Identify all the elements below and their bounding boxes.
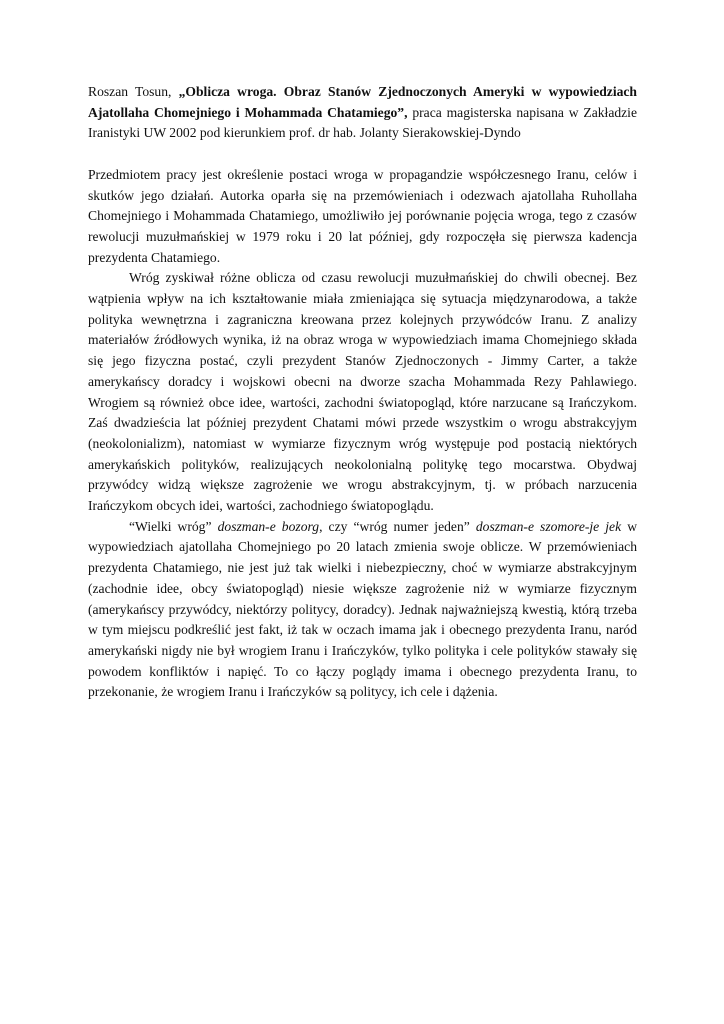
paragraph-enemy-faces: Wróg zyskiwał różne oblicza od czasu rewolucji muzułmańskiej do chwili obecnej. Bez wątpienia wpływ na ich kształtowanie miała zmieniająca się sytuacja międzynarodowa, a także polityka wewnętrzna i zagraniczna kreowana przez kolejnych przywódców Iranu. Z analizy materiałów źródłowych wynika, iż na obraz wroga w wypowiedziach imama Chomejniego składa się jego fizyczna postać, czyli prezydent Stanów Zjednoczonych - Jimmy Carter, a także amerykańscy doradcy i wojskowi obecni na dworze szacha Mohammada Rezy Pahlawiego. Wrogiem są również obce idee, wartości, zachodni światopogląd, które narzucane są Irańczykom. Zaś dwadzieścia lat później prezydent Chatami mówi przede wszystkim o wrogu abstrakcyjym (neokolonializm), natomiast w wymiarze fizycznym wróg występuje pod postacią niektórych amerykańskich polityków, realizujących neokolonialną politykę tego mocarstwa. Obydwaj przywódcy widzą większe zagrożenie we wrogu abstrakcyjnym, tj. w próbach narzucenia Irańczykom obcych idei, wartości, zachodniego światopoglądu. — [88, 270, 637, 514]
quote-enemy-number-one: , czy “wróg numer jeden” — [319, 518, 476, 534]
citation-author: Roszan Tosun, — [88, 84, 179, 99]
citation-paragraph — [88, 82, 637, 144]
quote-great-enemy: “Wielki wróg” — [129, 518, 218, 534]
term-doszman-e-bozorg: doszman-e bozorg — [217, 518, 320, 534]
citation-title: „Oblicza wroga. Obraz Stanów Zjednoczonych Ameryki w wypowiedziach Ajatollaha Chomejniego i Mohammada Chatamiego”, — [88, 84, 637, 120]
document-body — [88, 82, 637, 703]
term-doszman-e-szomore-je-jek: doszman-e szomore-je jek — [475, 518, 622, 534]
paragraph-great-enemy-body: w wypowiedziach ajatollaha Chomejniego po 20 latach zmienia swoje oblicze. W przemówieniach prezydenta Chatamiego, nie jest już tak wielki i niebezpieczny, choć w wymiarze abstrakcyjnym (zachodnie idee, obcy światopogląd) niesie większe zagrożenie niż w wymiarze fizycznym (amerykańscy przywódcy, niektórzy politycy, doradcy). Jednak najważniejszą kwestią, którą trzeba w tym miejscu podkreślić jest fakt, iż tak w oczach imama jak i obecnego prezydenta Iranu, naród amerykański nigdy nie był wrogiem Iranu i Irańczyków, tylko polityka i cele polityków stawały się powodem konfliktów i napięć. To co łączy poglądy imama i obecnego prezydenta Iranu, to przekonanie, że wrogiem Iranu i Irańczyków są politycy, ich cele i dążenia. — [88, 518, 638, 700]
paragraph-great-enemy — [88, 517, 637, 703]
citation-details: praca magisterska napisana w Zakładzie Iranistyki UW 2002 pod kierunkiem prof. dr hab. Jolanty Sierakowskiej-Dyndo — [88, 104, 637, 141]
paragraph-intro: Przedmiotem pracy jest określenie postaci wroga w propagandzie współczesnego Iranu, celów i skutków jego działań. Autorka oparła się na przemówieniach i odezwach ajatollaha Ruhollaha Chomejniego i Mohammada Chatamiego, umożliwiło jej porównanie pojęcia wroga, tego z czasów rewolucji muzułmańskiej w 1979 roku i 20 lat później, gdy rozpoczęła się pierwsza kadencja prezydenta Chatamiego. — [88, 166, 637, 265]
